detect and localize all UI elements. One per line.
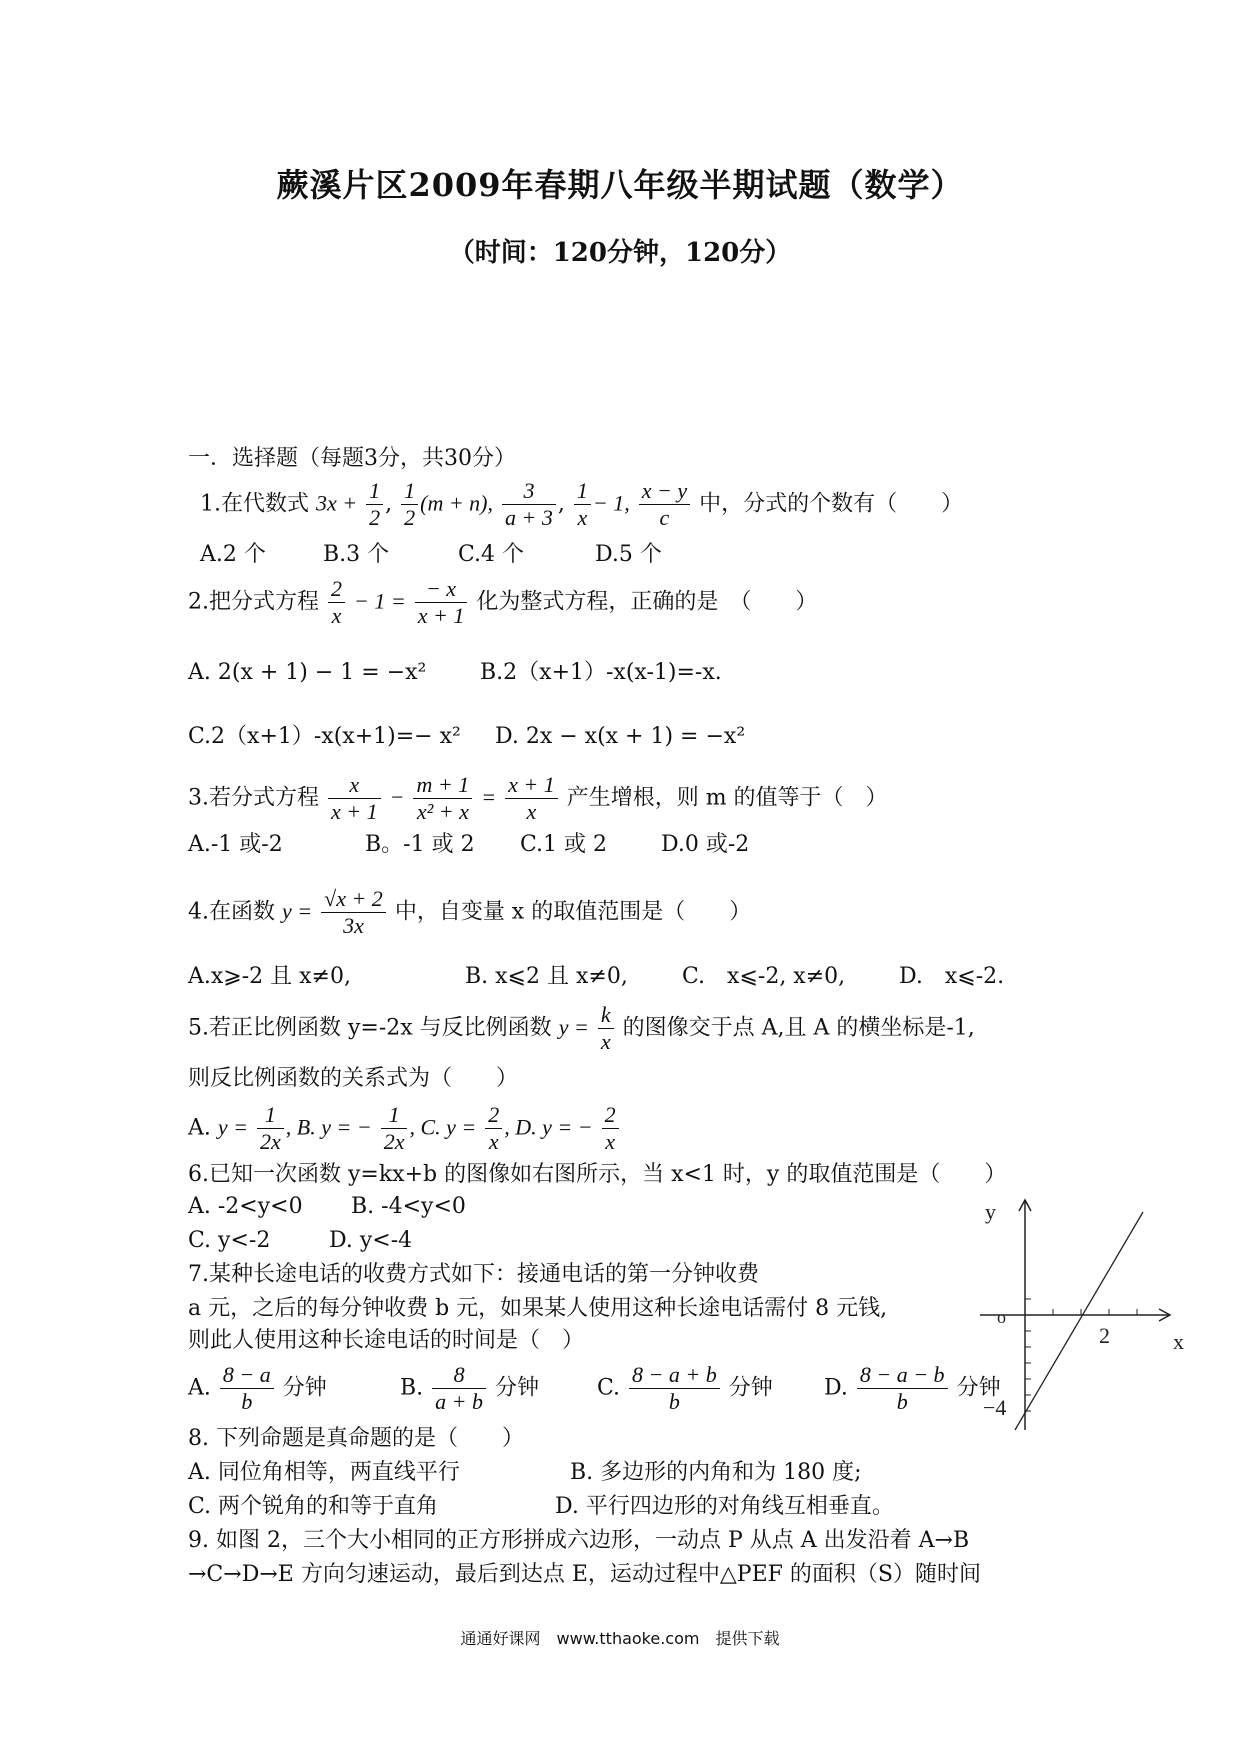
function-line [1015,1212,1143,1430]
q1-prefix: 1.在代数式 [200,491,309,517]
question-7-line1: 7.某种长途电话的收费方式如下：接通电话的第一分钟收费 [188,1262,759,1287]
q1-frac-5-num: x − y [639,478,690,505]
q1-frac-2 [401,478,418,531]
q6-option-a: A. -2<y<0 [188,1194,303,1219]
question-8: 8. 下列命题是真命题的是（ ） [188,1426,524,1451]
q7-option-b-frac [432,1362,486,1415]
q8-options-ab [188,1458,862,1488]
q1-options [200,540,662,570]
q1-frac-4 [574,478,591,531]
section-heading: 一．选择题（每题3分，共30分） [188,446,516,471]
q5-option-d-frac [602,1102,619,1155]
q7-option-c-label: C. [597,1375,621,1401]
q7-option-c-num: 8 − a + b [629,1362,720,1389]
q2-frac-left [328,576,345,629]
q8-option-d: D. 平行四边形的对角线互相垂直。 [555,1494,894,1519]
y-intercept-label: −4 [983,1395,1007,1420]
question-6: 6.已知一次函数 y=kx+b 的图像如右图所示，当 x<1 时，y 的取值范围是（ ） [188,1162,1007,1187]
q2-mid: − 1 = [354,588,406,614]
q5-option-a-lhs: y = [217,1114,249,1140]
q1-suffix: 中，分式的个数有（ ） [699,491,964,517]
q1-option-d: D.5 个 [595,542,662,567]
q1-frac-1-den: 2 [369,505,381,530]
q3-frac-a [328,772,381,825]
q1-expr-4-tail: − 1, [592,490,630,516]
q1-frac-4-den: x [577,505,588,530]
q7-option-c-frac [629,1362,720,1415]
x-axis-label: x [1173,1329,1184,1354]
q4-suffix: 中，自变量 x 的取值范围是（ ） [394,899,752,925]
q5-option-d-lhs: , D. y = − [504,1114,593,1140]
page-title: 蕨溪片区2009年春期八年级半期试题（数学） [276,166,964,204]
question-5-line2: 则反比例函数的关系式为（ ） [188,1066,519,1091]
q4-option-b: B. x⩽2 且 x≠0, [465,964,628,989]
q2-suffix: 化为整式方程，正确的是 （ ） [476,589,818,615]
q7-option-d-den: b [896,1389,908,1414]
q3-option-a: A.-1 或-2 [188,832,283,857]
q3-option-c: C.1 或 2 [520,832,608,857]
q7-option-d-label: D. [824,1375,848,1401]
q7-option-a [188,1362,393,1415]
q4-option-c: C. x⩽-2, x≠0, [682,964,846,989]
q2-frac-left-den: x [331,603,342,628]
q1-frac-2-num: 1 [401,478,418,505]
q4-lhs: y = [282,898,313,924]
q1-frac-1 [366,478,383,531]
q5-option-d-den: x [605,1129,615,1154]
q3-prefix: 3.若分式方程 [188,785,319,811]
page-subtitle: （时间：120分钟，120分） [448,238,792,268]
q3-option-d: D.0 或-2 [661,832,750,857]
q5-prefix: 5.若正比例函数 y=-2x 与反比例函数 [188,1015,552,1041]
question-9-line2: →C→D→E 方向匀速运动，最后到达点 E，运动过程中△PEF 的面积（S）随时间 [188,1562,981,1587]
q2-option-c: C.2（x+1）-x(x+1)=− x² [188,724,461,749]
x-ticks [1053,1309,1137,1315]
q3-frac-b-num: m + 1 [413,772,472,799]
q7-options [188,1362,1001,1415]
y-ticks [1025,1299,1031,1411]
q8-option-a: A. 同位角相等，两直线平行 [188,1460,460,1485]
q3-frac-a-num: x [328,772,381,799]
q5-option-a-den: 2x [260,1129,281,1154]
q6-option-b: B. -4<y<0 [351,1194,466,1219]
q5-option-b-num: 1 [381,1102,408,1129]
q3-eq: = [481,784,497,810]
q4-options [188,962,1004,992]
question-2 [188,576,817,629]
q6-options-cd [188,1226,412,1256]
q2-prefix: 2.把分式方程 [188,589,319,615]
q7-option-d-frac [857,1362,948,1415]
q7-option-d-unit: 分钟 [956,1375,1001,1401]
question-7-line2: a 元，之后的每分钟收费 b 元，如果某人使用这种长途电话需付 8 元钱, [188,1296,888,1321]
q5-option-a-frac [257,1102,284,1155]
q5-option-c-lhs: , C. y = [409,1114,477,1140]
q7-option-a-den: b [241,1389,253,1414]
q3-suffix: 产生增根，则 m 的值等于（ ） [566,785,888,811]
q7-option-b [400,1362,590,1415]
q7-option-c-den: b [668,1389,680,1414]
q1-frac-5-den: c [659,505,670,530]
q1-option-b: B.3 个 [323,542,390,567]
q2-options-ab [188,658,722,688]
q4-frac [321,886,386,939]
q5-option-c-den: x [488,1129,499,1154]
question-3 [188,772,888,825]
q1-frac-5 [639,478,690,531]
q5-suffix: 的图像交于点 A,且 A 的横坐标是-1, [622,1015,975,1041]
question-5-line1 [188,1002,975,1055]
q8-option-b: B. 多边形的内角和为 180 度; [570,1460,862,1485]
q1-expr-1: 3x + [316,490,358,516]
q7-option-c [597,1362,817,1415]
q5-lhs: y = [558,1014,589,1040]
q2-options-cd [188,722,745,752]
q5-options [188,1102,621,1155]
q1-frac-2-den: 2 [404,505,416,530]
page-footer: 通通好课网 www.tthaoke.com 提供下载 [460,1629,780,1648]
q1-frac-3-num: 3 [502,478,556,505]
q7-option-a-frac [220,1362,274,1415]
q3-frac-b [413,772,472,825]
question-4 [188,886,751,939]
question-9-line1: 9. 如图 2，三个大小相同的正方形拼成六边形，一动点 P 从点 A 出发沿着 A→B [188,1528,970,1553]
q7-option-b-den: a + b [435,1389,484,1414]
q5-option-d-num: 2 [602,1102,619,1129]
q5-option-b-den: 2x [383,1129,405,1154]
q7-option-d-num: 8 − a − b [857,1362,948,1389]
q1-frac-4-num: 1 [574,478,591,505]
q5-option-b-lhs: , B. y = − [285,1114,372,1140]
q8-option-c: C. 两个锐角的和等于直角 [188,1494,439,1519]
q4-frac-den: 3x [343,913,364,938]
q5-option-c-num: 2 [485,1102,502,1129]
q5-frac-num: k [598,1002,614,1029]
q4-option-d: D. x⩽-2. [899,964,1005,989]
question-1: 1.在代数式 3x + $\frac{1}{2}$ , $\frac{1}{2}$ (m + n), $\frac{3}{a + 3}$ , $\frac{1}{x}$ − 1, $\frac{x - y}{c}$ 中，分式的个数有（ ） [200,478,964,530]
q6-function-graph [975,1195,1185,1445]
q3-option-b: B。-1 或 2 [365,832,475,857]
q1-option-c: C.4 个 [458,542,525,567]
q5-frac [598,1002,614,1055]
q4-prefix: 4.在函数 [188,899,275,925]
q4-frac-num: √x + 2 [321,886,386,913]
q3-frac-c-num: x + 1 [505,772,558,799]
q7-option-a-unit: 分钟 [282,1375,327,1401]
q7-option-b-num: 8 [432,1362,486,1389]
q1-frac-3-den: a + 3 [505,505,553,530]
q2-frac-right-num: − x [415,576,468,603]
q1-frac-1-num: 1 [366,478,383,505]
q7-option-b-unit: 分钟 [495,1375,540,1401]
q3-frac-b-den: x² + x [416,799,469,824]
q7-option-a-label: A. [188,1375,211,1401]
q2-frac-right-den: x + 1 [417,603,465,628]
question-7-line3: 则此人使用这种长途电话的时间是（ ） [188,1328,585,1353]
y-axis-label: y [985,1199,996,1224]
q2-option-b: B.2（x+1）-x(x-1)=-x. [480,660,722,685]
q6-option-c: C. y<-2 [188,1228,271,1253]
q6-options-ab [188,1192,466,1222]
q7-option-c-unit: 分钟 [728,1375,773,1401]
q1-option-a: A.2 个 [200,542,266,567]
q5-option-b-frac [381,1102,408,1155]
q6-option-d: D. y<-4 [329,1228,413,1253]
q5-option-a-label: A. [188,1115,211,1141]
origin-label: o [997,1307,1006,1327]
q5-option-a-num: 1 [257,1102,284,1129]
q3-frac-c-den: x [526,799,537,824]
q3-frac-a-den: x + 1 [331,799,378,824]
q7-option-b-label: B. [400,1375,424,1401]
q1-frac-3 [502,478,556,531]
q4-option-a: A.x⩾-2 且 x≠0, [188,964,351,989]
q3-minus: − [389,784,405,810]
q2-frac-right [415,576,468,629]
q3-frac-c [505,772,558,825]
q2-option-a: A. 2(x + 1) − 1 = −x² [188,660,427,685]
q8-options-cd [188,1492,894,1522]
x-intercept-label: 2 [1099,1323,1110,1348]
q5-option-c-frac [485,1102,502,1155]
q5-frac-den: x [600,1029,611,1054]
q7-option-a-num: 8 − a [220,1362,274,1389]
q2-option-d: D. 2x − x(x + 1) = −x² [495,724,746,749]
q3-options [188,830,749,860]
q2-frac-left-num: 2 [328,576,345,603]
q1-expr-2-tail: (m + n), [420,490,494,516]
